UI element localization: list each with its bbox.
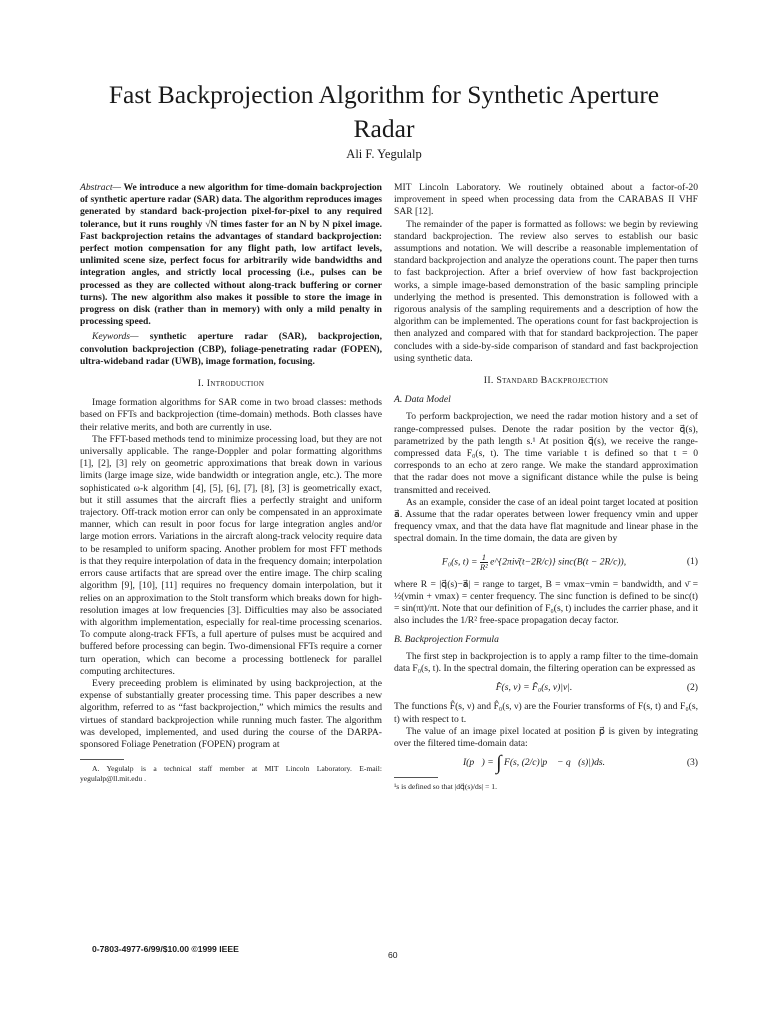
paper-title [0,78,768,146]
equation-3-expression [394,751,674,774]
equation-3-lhs: I(p⃗) = [462,757,494,769]
equation-1-fraction [480,553,488,572]
equation-2-number: (2) [686,682,698,694]
path-length-footnote: ¹s is defined so that |dq⃗(s)/ds| = 1. [394,782,498,792]
intro-paragraph-4: The remainder of the paper is formatted as follows: we begin by reviewing standard backprojection. The review also serves to establish our basic assumptions and notation. We will describe a reasonable implementation of standard backprojection and analyze the operations count. The paper then turns to fast backprojection. After a brief overview of how fast backprojection works, a simple image-based demonstration of the basic sampling principle underlying the method is presented. This demonstration is followed with a rigorous analysis of the sampling requirements and a description of how the algorithm can be implemented. The operations count for fast backprojection is then analyzed and compared with that for standard backprojection. The paper concludes with a side-by-side comparison of standard and fast backprojection using synthetic data. [394,218,698,364]
data-model-paragraph-2: As an example, consider the case of an ideal point target located at position a⃗. Assume that the radar operates between lower frequency νmin and upper frequency νmax, and that the data have flat magnitude and linear phase in the spectral domain. In the time domain, the data are given by [394,496,698,545]
equation-1-expression [394,553,674,572]
equation-1-denominator: R² [479,561,488,572]
equation-3 [394,751,698,774]
equation-3-rhs: F(s, (2/c)|p⃗ − q⃗(s)|)ds. [504,757,606,769]
equation-1 [394,553,698,572]
backprojection-paragraph-1: The first step in backprojection is to apply a ramp filter to the time-domain data F₀(s, t). In the spectral domain, the filtering operation can be expressed as [394,650,698,674]
backprojection-paragraph-3: The value of an image pixel located at position p⃗ is given by integrating over the filtered time-domain data: [394,725,698,749]
subsection-heading-data-model: A. Data Model [394,394,451,406]
equation-2 [394,682,698,694]
equation-2-expression: F̂(s, ν) = F̂₀(s, ν)|ν|. [495,682,573,694]
author-name: Ali F. Yegulalp [346,147,422,161]
title-line-1: Fast Backprojection Algorithm for Synthetic Aperture [108,80,660,109]
keywords [80,331,382,368]
section-heading-introduction: I. Introduction [197,378,265,390]
subsection-heading-backprojection-formula: B. Backprojection Formula [394,633,499,645]
footnote-rule [80,759,124,760]
keywords-text: synthetic aperture radar (SAR), backprojection, convolution backprojection (CBP), foliage-penetrating radar (FOPEN), ultra-wideband radar (UWB), image formation, focusing. [80,331,382,367]
abstract-text: We introduce a new algorithm for time-domain backprojection of synthetic aperture radar (SAR) data. The algorithm reproduces images generated by standard back-projection pixel-for-pixel to any required tolerance, but it runs roughly √N times faster for an N by N pixel image. Fast backprojection retains the advantages of standard backprojection: perfect motion compensation for any flight path, low artifact levels, unlimited scene size, perfect focus for arbitrarily wide bandwidths and integration angles, and strictly local processing (i.e., pulses can be processed as they are collected without along-track buffering or corner turns). The new algorithm also makes it possible to store the image in progress on disk (rather than in memory) with only a mild penalty in processing speed. [80,182,382,328]
data-model-paragraph-1: To perform backprojection, we need the radar motion history and a set of range-compressed pulses. Denote the radar position by the vector q⃗(s), parametrized by the path length s.¹ At position q⃗(s), we receive the range-compressed data F₀(s, t). The time variable t is defined so that t = 0 corresponds to an echo at zero range. We make the standard approximation that the radar does not move a significant distance while the pulse is being transmitted and received. [394,411,698,496]
equation-1-numerator: 1 [481,551,486,562]
intro-paragraph-1: Image formation algorithms for SAR come in two broad classes: methods based on FFTs and backprojection (time-domain) methods. Both classes have their relative merits, and both are currently in use. [80,397,382,433]
keywords-label: Keywords— [92,331,139,343]
equation-3-number: (3) [686,757,698,769]
equation-1-number: (1) [686,556,698,568]
equation-1-lhs: F₀(s, t) = [441,556,478,568]
copyright-notice: 0-7803-4977-6/99/$10.00 ©1999 IEEE [92,944,239,954]
footnote-rule-right [394,777,438,778]
integral-sign: ∫ [496,751,502,774]
author-footnote: A. Yegulalp is a technical staff member at MIT Lincoln Laboratory. E-mail: yegulalp@ll.mit.edu . [80,764,382,783]
intro-paragraph-2: The FFT-based methods tend to minimize processing load, but they are not universally applicable. The range-Doppler and polar formatting algorithms [1], [2], [3] rely on geometric approximations that break down in various limits (large image size, wide bandwidth or integration angle, etc.). The more sophisticated ω-k algorithm [4], [5], [6], [7], [8], [3] is geometrically exact, but it still assumes that the aircraft flies a perfectly straight and uniform trajectory. Off-track motion error can only be compensated in an approximate manner, which can result in poor focus for large integration angles and/or large motion errors. Variations in the aircraft along-track velocity require data to be resampled to uniform spacing. Another problem for most FFT methods is that they require interpolation of data in the frequency domain; interpolation errors cause artifacts that are spread over the entire image. The chirp scaling algorithm [9], [10], [11] requires no frequency domain interpolation, but it relies on an approximation to the Stolt transform which breaks down for high-resolution images at low frequencies [3]. Difficulties may also be associated with algorithm implementation, especially for real-time processing scenarios. To compute along-track FFTs, a full aperture of pulses must be acquired and buffered before processing can begin. Two-dimensional FFTs require a corner turn operation, which can become a processing bottleneck for parallel computing architectures. [80,433,382,677]
equation-1-rhs: e^{2πiν̄(t−2R/c)} sinc(B(t − 2R/c)), [490,556,627,568]
title-line-2: Radar [353,114,415,143]
data-model-paragraph-3: where R = |q⃗(s)−a⃗| = range to target, B = νmax−νmin = bandwidth, and ν̄ = ½(νmin + νmax) = center frequency. The sinc function is defined to be sinc(t) = sin(πt)/πt. Note that our definition of F₀(s, t) includes the carrier phase, and it also includes the 1/R² free-space propagation decay factor. [394,578,698,627]
right-column [394,182,698,792]
backprojection-paragraph-2: The functions F̂(s, ν) and F̂₀(s, ν) are the Fourier transforms of F(s, t) and F₀(s, t) with respect to t. [394,701,698,725]
section-heading-standard-backprojection: II. Standard Backprojection [483,375,609,387]
abstract-label: Abstract— [80,182,122,193]
intro-paragraph-3: Every preceeding problem is eliminated by using backprojection, at the expense of substantially greater processing time. This paper describes a new algorithm, referred to as “fast backprojection,” which mimics the results and virtues of standard backprojection while running much faster. The algorithm was developed, implemented, and used during the course of the DARPA-sponsored Foliage Penetration (FOPEN) program at [80,677,382,750]
left-column [80,182,382,783]
abstract [80,182,382,328]
page-number: 60 [388,950,398,960]
intro-continuation: MIT Lincoln Laboratory. We routinely obtained about a factor-of-20 improvement in speed when processing data from the CARABAS II VHF SAR [12]. [394,182,698,218]
